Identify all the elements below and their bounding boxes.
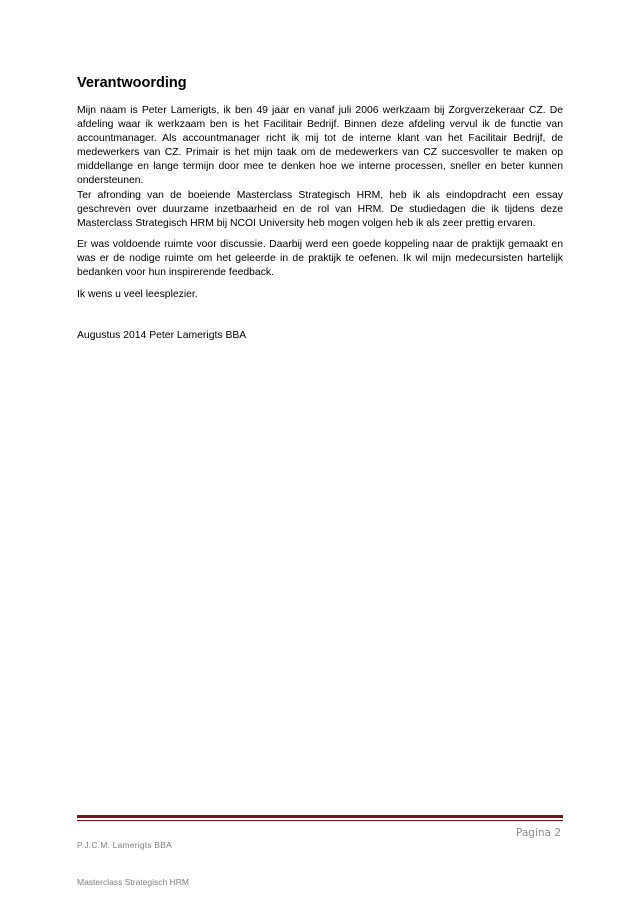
footer-author: P.J.C.M. Lamerigts BBA — [77, 840, 172, 850]
paragraph-introduction: Mijn naam is Peter Lamerigts, ik ben 49 jaar en vanaf juli 2006 werkzaam bij Zorgverzekeraar CZ. De afdeling waar ik werkzaam ben is het Facilitair Bedrijf. Binnen deze afdeling vervul ik de functie van accountmanager. Als accountmanager richt ik mij tot de interne klant van het Facilitair Bedrijf, de medewerkers van CZ. Primair is het mijn taak om de medewerkers van CZ succesvoller te maken op middellange en lange termijn door mee te denken hoe we interne processen, sneller en beter kunnen ondersteunen. — [77, 105, 563, 187]
footer-divider-thick — [77, 815, 563, 818]
paragraph-masterclass: Ter afronding van de boeiende Masterclass Strategisch HRM, heb ik als eindopdracht een essay geschreven over duurzame inzetbaarheid en de rol van HRM. De studiedagen die ik tijdens deze Masterclass Strategisch HRM bij NCOI University heb mogen volgen heb ik als zeer prettig ervaren. — [77, 190, 563, 230]
section-heading: Verantwoording — [77, 75, 187, 91]
signature-line: Augustus 2014 Peter Lamerigts BBA — [77, 330, 247, 341]
footer-divider-thin — [77, 820, 563, 821]
footer-course-title: Masterclass Strategisch HRM — [77, 877, 189, 887]
paragraph-reading-wish: Ik wens u veel leesplezier. — [77, 289, 198, 300]
paragraph-discussion: Er was voldoende ruimte voor discussie. Daarbij werd een goede koppeling naar de praktijk gemaakt en was er de nodige ruimte om het geleerde in de praktijk te oefenen. Ik wil mijn medecursisten hartelijk bedanken voor hun inspirerende feedback. — [77, 239, 563, 279]
page-number: Pagina 2 — [516, 827, 561, 839]
